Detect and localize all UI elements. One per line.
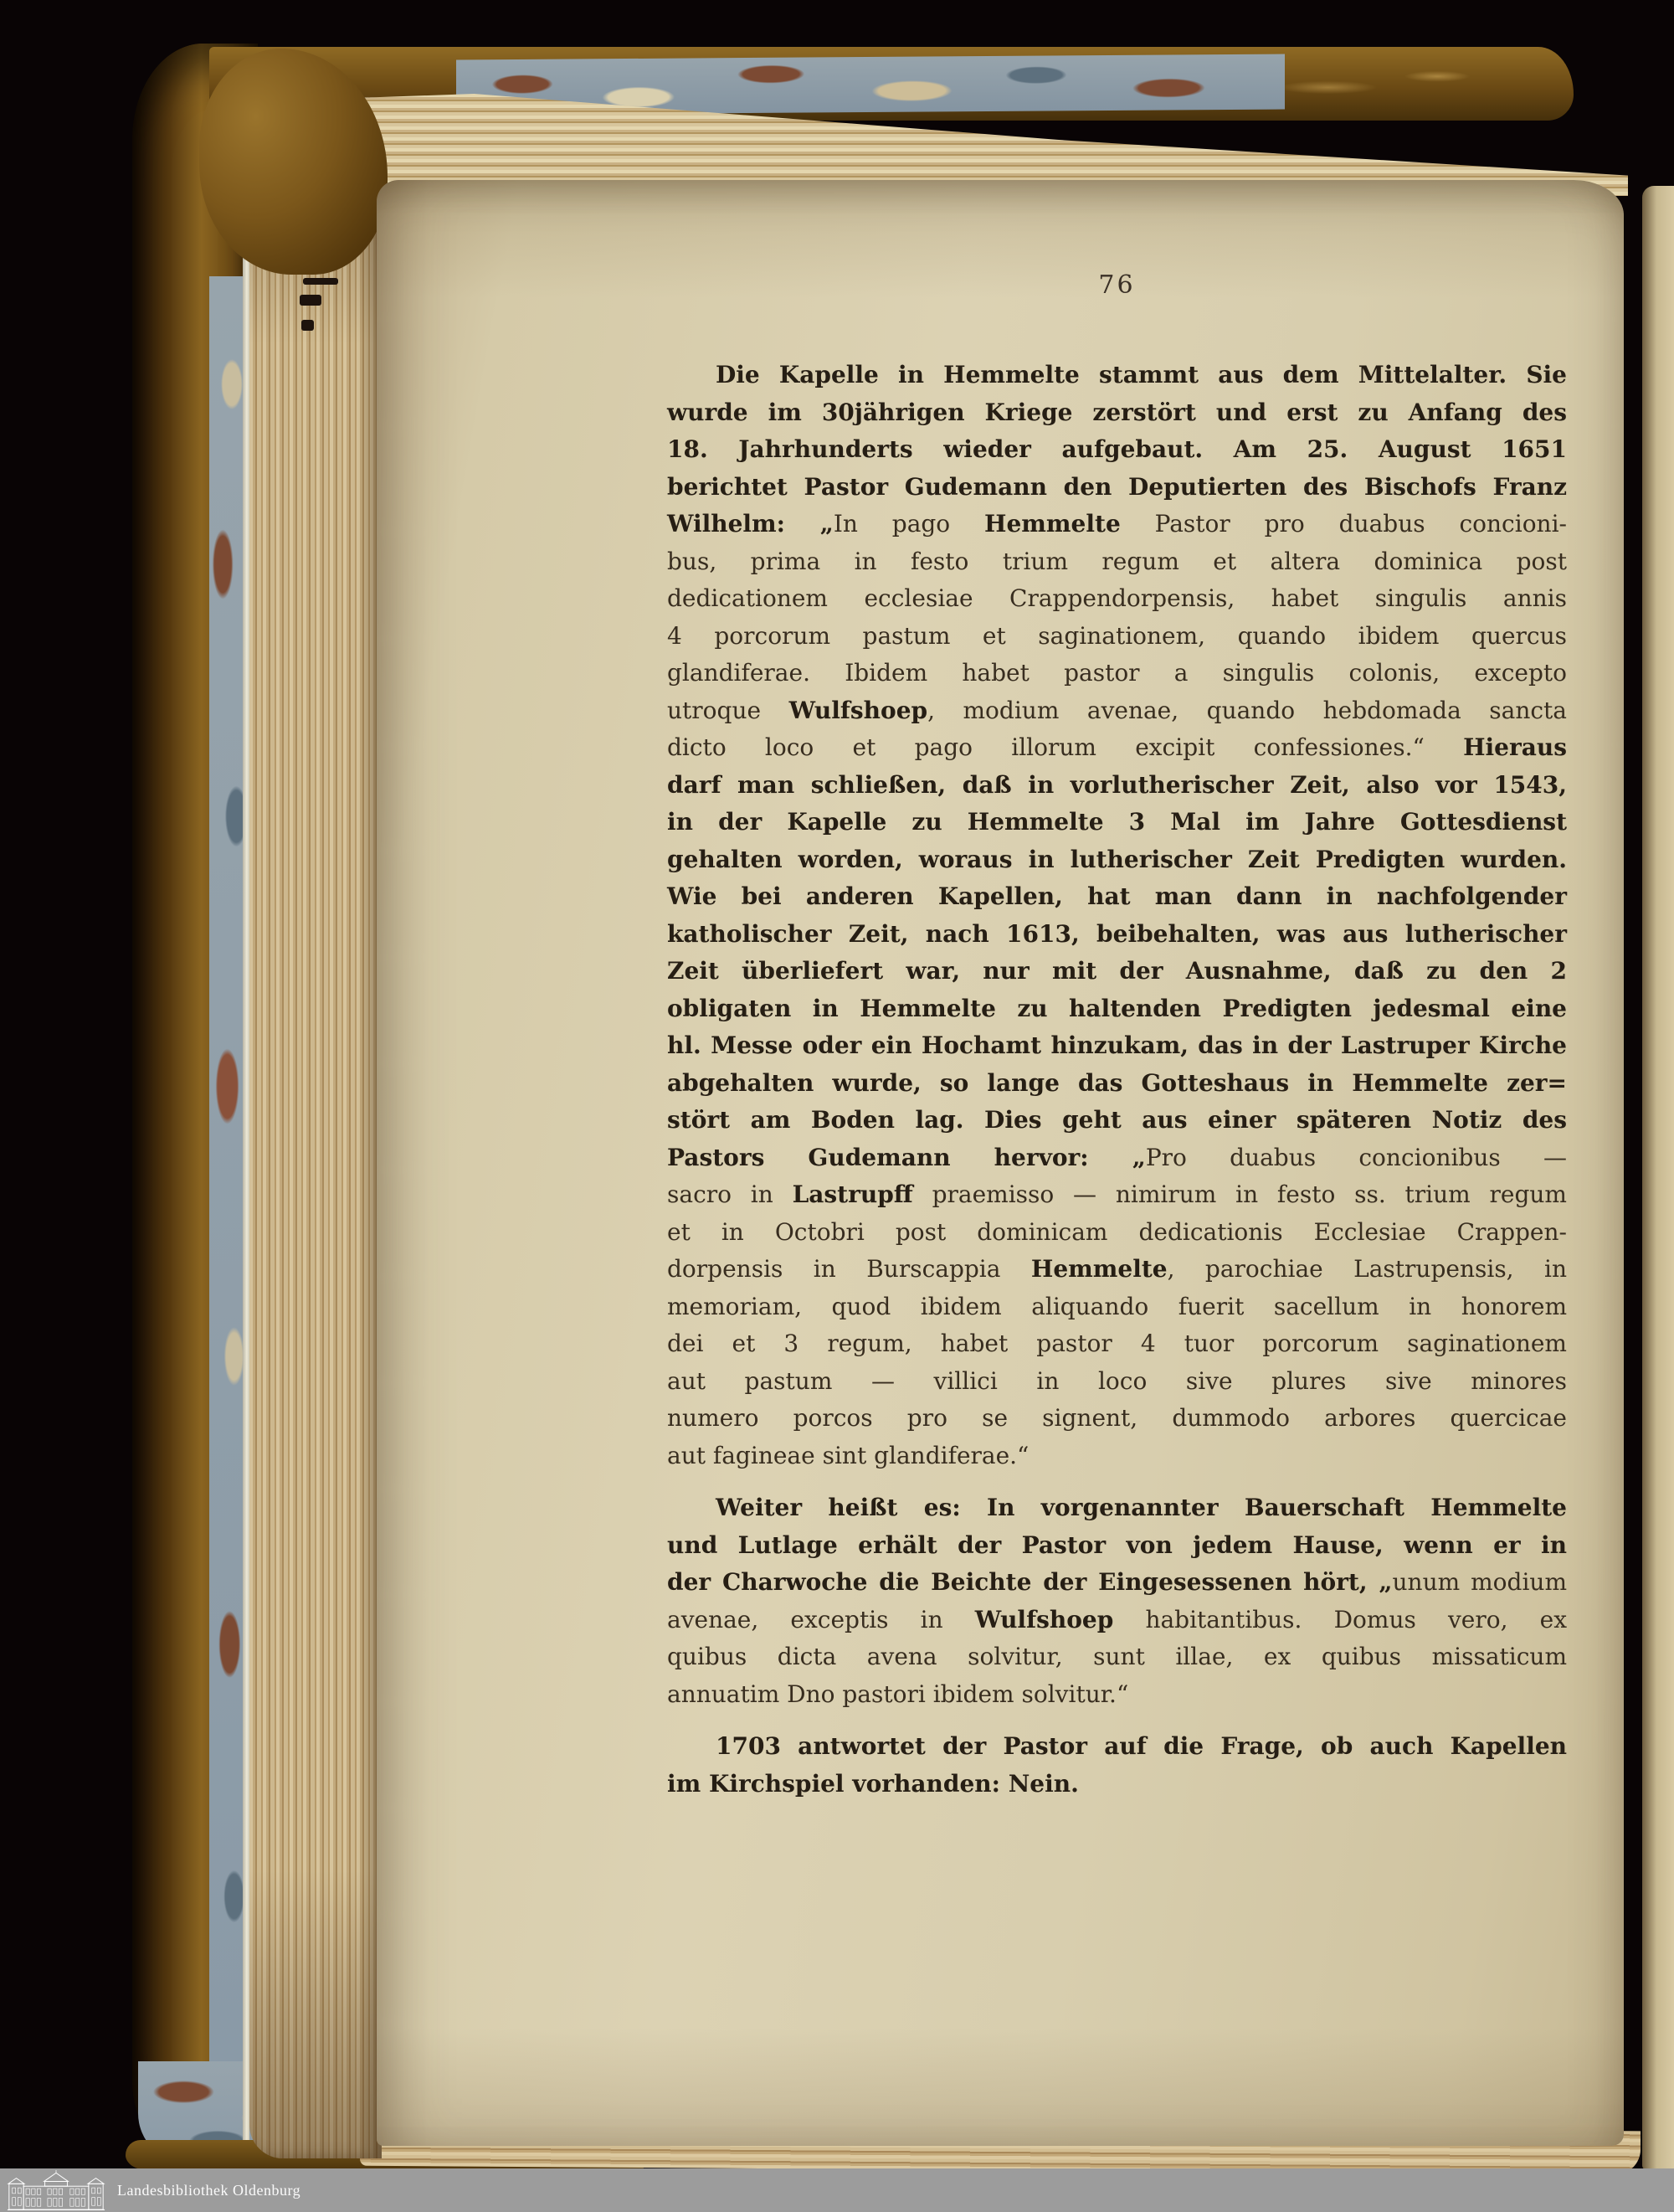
paragraph <box>667 357 1567 1474</box>
text-line <box>667 1438 1567 1475</box>
text-line <box>667 506 1567 543</box>
antiqua-text: aut fagineae sint glandiferae.“ <box>667 1441 1030 1469</box>
fraktur-text: Wilhelm: „ <box>667 510 834 538</box>
fraktur-text: Weiter heißt es: In vorgenannter Bauerschaft Hemmelte <box>716 1494 1567 1521</box>
text-line <box>667 804 1567 841</box>
antiqua-text: quibus dicta avena solvitur, sunt illae, ex quibus missaticum <box>667 1643 1567 1670</box>
text-line <box>667 1676 1567 1714</box>
text-line <box>667 767 1567 805</box>
antiqua-text: aut pastum — villici in loco sive plures sive minores <box>667 1366 1567 1395</box>
fraktur-text: Hemmelte <box>984 510 1121 538</box>
text-line <box>667 1363 1567 1401</box>
text-line <box>667 1325 1567 1363</box>
text-line <box>667 394 1567 432</box>
text-line <box>667 692 1567 730</box>
fraktur-text: im Kirchspiel vorhanden: Nein. <box>667 1769 1079 1798</box>
fraktur-text: Wie bei anderen Kapellen, hat man dann in nachfolgender <box>667 882 1567 910</box>
antiqua-text: dedicationem ecclesiae Crappendorpensis, habet singulis annis <box>667 584 1567 612</box>
fraktur-text: 18. Jahrhunderts wieder aufgebaut. Am 25. August 1651 <box>667 435 1567 463</box>
antiqua-text: dorpensis in Burscappia <box>667 1255 1031 1283</box>
text-line <box>667 1102 1567 1139</box>
text-line <box>667 1766 1567 1803</box>
text-line <box>667 729 1567 767</box>
text-line <box>667 580 1567 618</box>
fraktur-text: und Lutlage erhält der Pastor von jedem Hause, wenn er in <box>667 1530 1567 1559</box>
text-line <box>667 990 1567 1028</box>
antiqua-text: , modium avenae, quando hebdomada sancta <box>927 696 1567 724</box>
fraktur-text: der Charwoche die Beichte der Eingesessenen hört, „ <box>667 1568 1393 1596</box>
antiqua-text: Pastor pro duabus concioni- <box>1120 510 1567 538</box>
fraktur-text: stört am Boden lag. Dies geht aus einer späteren Notiz des <box>667 1106 1567 1134</box>
fraktur-text: Hieraus <box>1463 733 1567 761</box>
text-line <box>667 1489 1567 1527</box>
library-building-icon <box>5 2170 107 2210</box>
fraktur-text: wurde im 30jährigen Kriege zerstört und erst zu Anfang des <box>667 398 1567 426</box>
antiqua-text: bus, prima in festo trium regum et altera dominica post <box>667 547 1567 575</box>
antiqua-text: 4 porcorum pastum et saginationem, quando ibidem quercus <box>667 621 1567 650</box>
antiqua-text: avenae, exceptis in <box>667 1605 975 1633</box>
fraktur-text: 1703 antwortet der Pastor auf die Frage, ob auch Kapellen <box>716 1732 1567 1760</box>
text-line <box>667 841 1567 879</box>
text-line <box>667 953 1567 990</box>
antiqua-text: dicto loco et pago illorum excipit confessiones.“ <box>667 733 1464 761</box>
antiqua-text: et in Octobri post dominicam dedicationis Ecclesiae Crappen- <box>667 1217 1567 1246</box>
fraktur-text: Wulfshoep <box>974 1605 1114 1633</box>
fraktur-text: obligaten in Hemmelte zu haltenden Predigten jedesmal eine <box>667 994 1567 1022</box>
page-number: 76 <box>1098 270 1136 300</box>
text-line <box>667 469 1567 507</box>
page-stack-left <box>249 97 382 2158</box>
ink-mark <box>303 278 338 285</box>
book-page <box>377 180 1624 2146</box>
antiqua-text: , parochiae Lastrupensis, in <box>1167 1255 1567 1283</box>
text-line <box>667 1400 1567 1438</box>
text-line <box>667 1176 1567 1214</box>
text-line <box>667 1638 1567 1676</box>
fraktur-text: Die Kapelle in Hemmelte stammt aus dem Mittelalter. Sie <box>716 361 1567 388</box>
text-line <box>667 1214 1567 1252</box>
fraktur-text: in der Kapelle zu Hemmelte 3 Mal im Jahre Gottesdienst <box>667 808 1567 836</box>
page-text-block <box>667 357 1567 1803</box>
fraktur-text: berichtet Pastor Gudemann den Deputierten des Bischofs Franz <box>667 472 1567 501</box>
text-line <box>667 1728 1567 1766</box>
text-line <box>667 1527 1567 1565</box>
fraktur-text: Pastors Gudemann hervor: „ <box>667 1143 1146 1171</box>
antiqua-text: Pro duabus concionibus — <box>1145 1143 1567 1171</box>
text-line <box>667 1289 1567 1326</box>
antiqua-text: In pago <box>833 510 985 538</box>
fraktur-text: katholischer Zeit, nach 1613, beibehalten, was aus lutherischer <box>667 919 1567 948</box>
ink-mark <box>301 320 314 331</box>
ink-mark <box>300 295 321 306</box>
antiqua-text: dei et 3 regum, habet pastor 4 tuor porcorum saginationem <box>667 1330 1567 1357</box>
antiqua-text: annuatim Dno pastori ibidem solvitur.“ <box>667 1680 1129 1708</box>
fraktur-text: Hemmelte <box>1030 1255 1168 1283</box>
facing-page-edge <box>1642 186 1674 2170</box>
text-line <box>667 1139 1567 1177</box>
fraktur-text: Lastrupff <box>792 1181 913 1208</box>
antiqua-text: utroque <box>667 696 789 724</box>
text-line <box>667 1602 1567 1639</box>
library-name: Landesbibliothek Oldenburg <box>117 2181 301 2199</box>
text-line <box>667 916 1567 954</box>
antiqua-text: habitantibus. Domus vero, ex <box>1113 1605 1567 1633</box>
fraktur-text: gehalten worden, woraus in lutherischer Zeit Predigten wurden. <box>667 845 1567 873</box>
fraktur-text: Zeit überliefert war, nur mit der Ausnahme, daß zu den 2 <box>667 957 1567 985</box>
fraktur-text: hl. Messe oder ein Hochamt hinzukam, das in der Lastruper Kirche <box>667 1031 1567 1059</box>
text-line <box>667 543 1567 581</box>
fraktur-text: Wulfshoep <box>788 696 928 724</box>
endpaper-sliver <box>243 126 249 2143</box>
antiqua-text: sacro in <box>667 1181 793 1208</box>
text-line <box>667 1065 1567 1103</box>
text-line <box>667 618 1567 656</box>
paragraph <box>667 1728 1567 1803</box>
fraktur-text: abgehalten wurde, so lange das Gotteshaus in Hemmelte zer= <box>667 1068 1567 1097</box>
paragraph <box>667 1489 1567 1713</box>
text-line <box>667 1027 1567 1065</box>
antiqua-text: memoriam, quod ibidem aliquando fuerit sacellum in honorem <box>667 1292 1567 1320</box>
text-line <box>667 1564 1567 1602</box>
antiqua-text: unum modium <box>1392 1568 1567 1596</box>
fraktur-text: darf man schließen, daß in vorlutherischer Zeit, also vor 1543, <box>667 770 1567 799</box>
antiqua-text: numero porcos pro se signent, dummodo arbores quercicae <box>667 1404 1567 1432</box>
text-line <box>667 878 1567 916</box>
text-line <box>667 655 1567 692</box>
text-line <box>667 1251 1567 1289</box>
text-line <box>667 431 1567 469</box>
antiqua-text: praemisso — nimirum in festo ss. trium regum <box>912 1181 1567 1208</box>
text-line <box>667 357 1567 394</box>
antiqua-text: glandiferae. Ibidem habet pastor a singulis colonis, excepto <box>667 659 1567 687</box>
library-watermark-bar <box>0 2168 1674 2212</box>
